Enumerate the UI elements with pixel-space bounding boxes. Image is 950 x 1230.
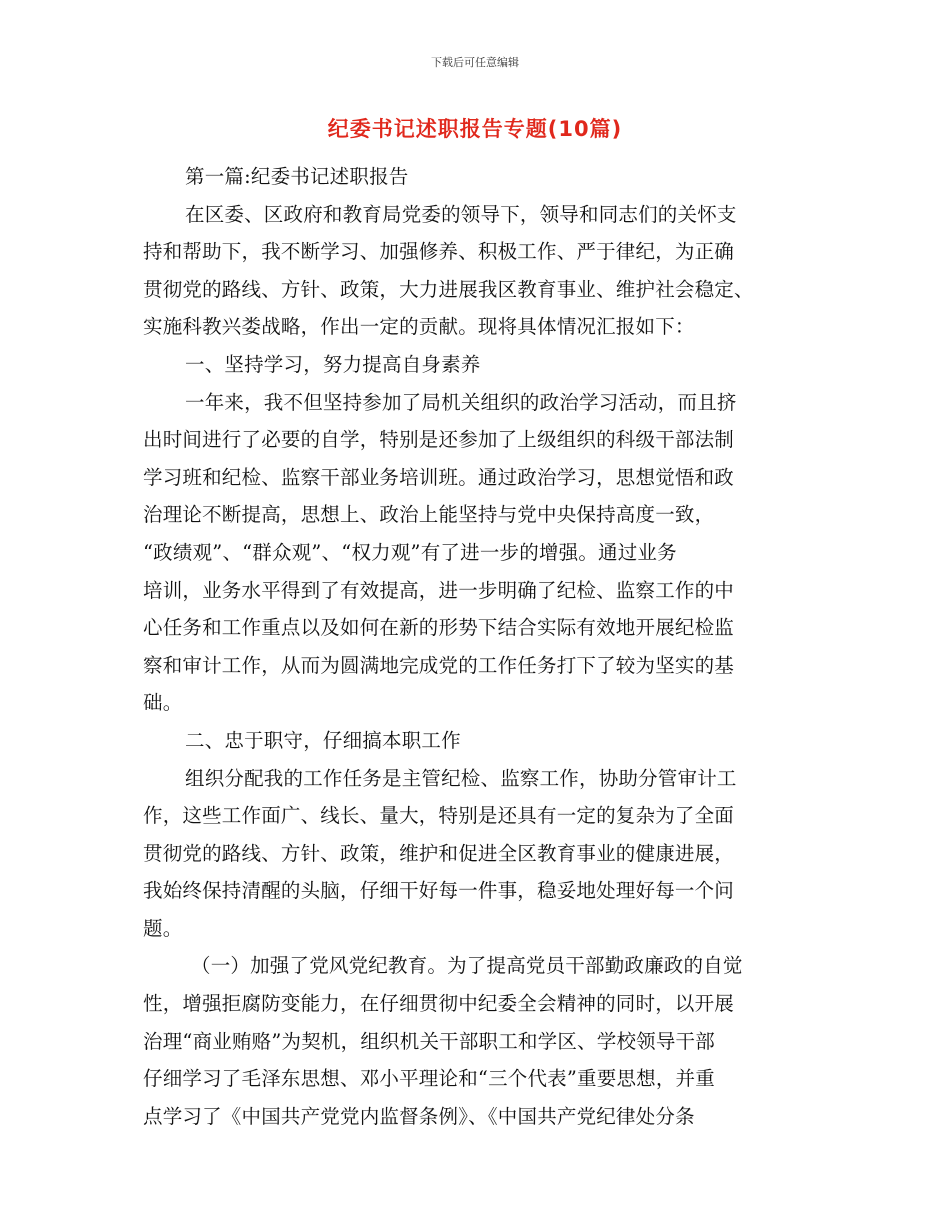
paragraph-line: 点学习了《中国共产党党内监督条例》、《中国共产党纪律处分条: [143, 1104, 695, 1128]
document-body: [143, 158, 813, 1135]
paragraph-line: 贯彻党的路线、方针、政策，维护和促进全区教育事业的健康进展，: [143, 841, 735, 865]
header-note: 下载后可任意编辑: [431, 56, 519, 69]
paragraph-line: 仔细学习了毛泽东思想、邓小平理论和“三个代表”重要思想，并重: [143, 1067, 715, 1091]
paragraph-line: 一年来，我不但坚持参加了局机关组织的政治学习活动，而且挤: [185, 390, 737, 414]
paragraph-line: 础。: [143, 691, 183, 715]
paragraph-line: 持和帮助下，我不断学习、加强修养、积极工作、严于律纪，为正确: [143, 240, 735, 264]
paragraph-line: 题。: [143, 916, 183, 940]
document-title: 纪委书记述职报告专题(10篇): [327, 117, 623, 141]
subsection-heading: 一、坚持学习，努力提高自身素养: [185, 352, 481, 376]
paragraph-line: 我始终保持清醒的头脑，仔细干好每一件事，稳妥地处理好每一个问: [143, 879, 735, 903]
paragraph-line: 实施科教兴娄战略，作出一定的贡献。现将具体情况汇报如下：: [143, 315, 695, 339]
paragraph-line: 察和审计工作，从而为圆满地完成党的工作任务打下了较为坚实的基: [143, 653, 735, 677]
paragraph-line: “政绩观”、“群众观”、“权力观”有了进一步的增强。通过业务: [143, 540, 677, 564]
paragraph-line: 培训，业务水平得到了有效提高，进一步明确了纪检、监察工作的中: [143, 578, 735, 602]
paragraph-line: 组织分配我的工作任务是主管纪检、监察工作，协助分管审计工: [185, 766, 737, 790]
paragraph-line: 作，这些工作面广、线长、量大，特别是还具有一定的复杂为了全面: [143, 804, 735, 828]
section-heading: 第一篇:纪委书记述职报告: [185, 165, 409, 188]
paragraph-line: 治理论不断提高，思想上、政治上能坚持与党中央保持高度一致，: [143, 503, 715, 527]
paragraph-line: 出时间进行了必要的自学，特别是还参加了上级组织的科级干部法制: [143, 428, 735, 452]
subsection-heading: 二、忠于职守，仔细搞本职工作: [185, 728, 461, 752]
paragraph-line: 在区委、区政府和教育局党委的领导下，领导和同志们的关怀支: [185, 202, 737, 226]
paragraph-line: （一）加强了党风党纪教育。为了提高党员干部勤政廉政的自觉: [191, 954, 743, 978]
paragraph-line: 治理“商业贿赂”为契机，组织机关干部职工和学区、学校领导干部: [143, 1029, 715, 1053]
paragraph-line: 贯彻党的路线、方针、政策，大力进展我区教育事业、维护社会稳定、: [143, 277, 754, 301]
paragraph-line: 心任务和工作重点以及如何在新的形势下结合实际有效地开展纪检监: [143, 616, 735, 640]
paragraph-line: 性，增强拒腐防变能力，在仔细贯彻中纪委全会精神的同时，以开展: [143, 992, 735, 1016]
paragraph-line: 学习班和纪检、监察干部业务培训班。通过政治学习，思想觉悟和政: [143, 465, 735, 489]
